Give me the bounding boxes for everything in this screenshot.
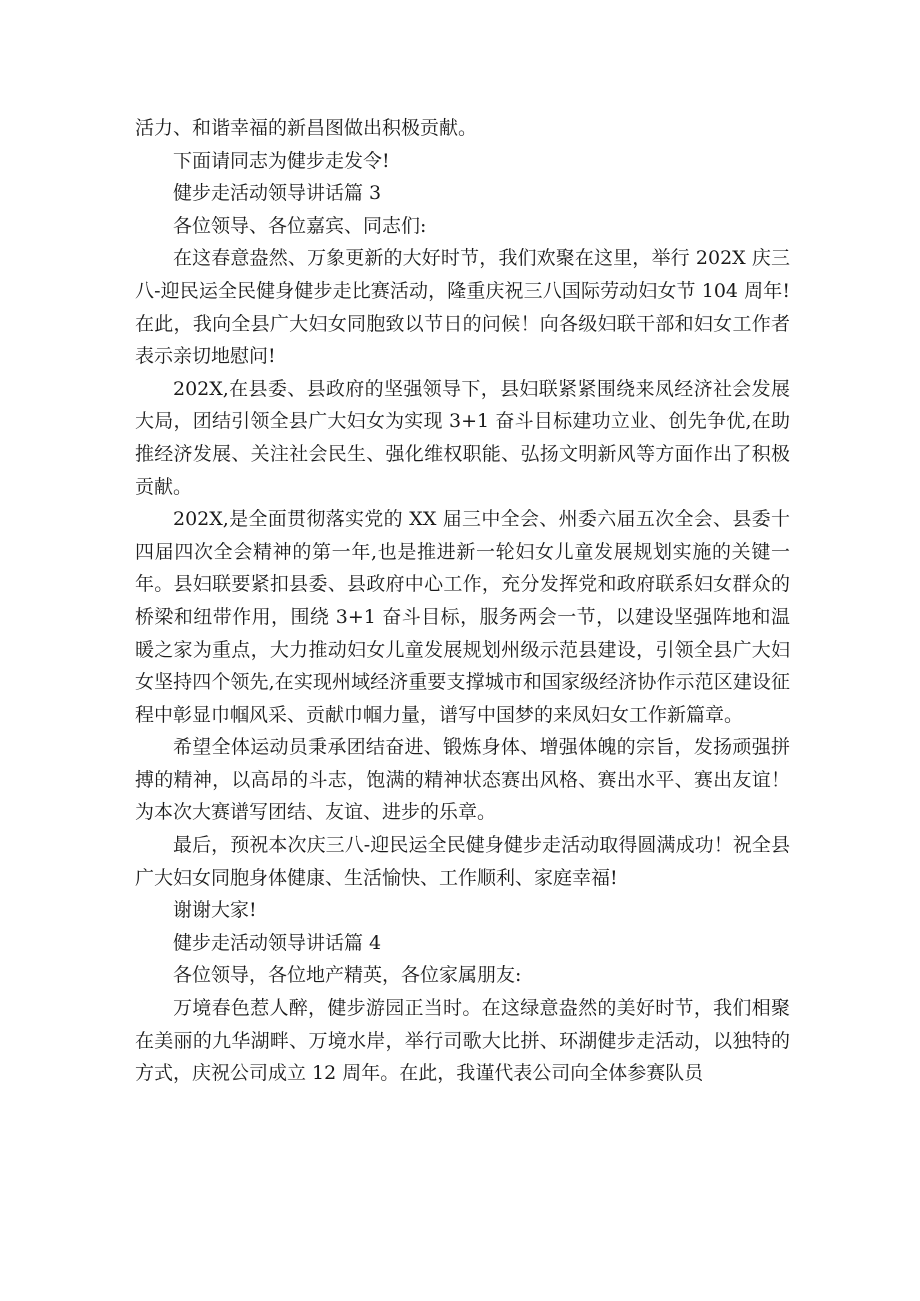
paragraph-13: 万境春色惹人醉，健步游园正当时。在这绿意盎然的美好时节，我们相聚在美丽的九华湖畔、万境水岸，举行司歌大比拼、环湖健步走活动，以独特的方式，庆祝公司成立 12 周年。在此，我谨代表公司向全体参赛队员 — [135, 997, 790, 1085]
closing-thanks: 谢谢大家! — [173, 899, 257, 922]
salutation-4: 各位领导，各位地产精英，各位家属朋友: — [173, 964, 522, 987]
paragraph-5: 在这春意盎然、万象更新的大好时节，我们欢聚在这里，举行 202X 庆三八-迎民运全民健身健步走比赛活动，隆重庆祝三八国际劳动妇女节 104 周年!在此，我向全县广大妇女同胞致以节日的问候！向各级妇联干部和妇女工作者表示亲切地慰问! — [135, 247, 790, 368]
section-heading-3: 健步走活动领导讲话篇 3 — [173, 182, 382, 205]
paragraph-9: 最后，预祝本次庆三八-迎民运全民健身健步走活动取得圆满成功！祝全县广大妇女同胞身体健康、生活愉快、工作顺利、家庭幸福! — [135, 834, 790, 889]
paragraph-8: 希望全体运动员秉承团结奋进、锻炼身体、增强体魄的宗旨，发扬顽强拼搏的精神，以高昂的斗志，饱满的精神状态赛出风格、赛出水平、赛出友谊！为本次大赛谱写团结、友谊、进步的乐章。 — [135, 736, 790, 824]
document-body — [135, 112, 790, 1090]
salutation-3: 各位领导、各位嘉宾、同志们: — [173, 214, 427, 237]
paragraph-7: 202X,是全面贯彻落实党的 XX 届三中全会、州委六届五次全会、县委十四届四次全会精神的第一年,也是推进新一轮妇女儿童发展规划实施的关键一年。县妇联要紧扣县委、县政府中心工作，充分发挥党和政府联系妇女群众的桥梁和纽带作用，围绕 3+1 奋斗目标，服务两会一节，以建设坚强阵地和温暖之家为重点，大力推动妇女儿童发展规划州级示范县建设，引领全县广大妇女坚持四个领先,在实现州域经济重要支撑城市和国家级经济协作示范区建设征程中彰显巾帼风采、贡献巾帼力量，谱写中国梦的来凤妇女工作新篇章。 — [135, 508, 790, 726]
section-heading-4: 健步走活动领导讲话篇 4 — [173, 931, 382, 954]
paragraph-6: 202X,在县委、县政府的坚强领导下，县妇联紧紧围绕来凤经济社会发展大局，团结引领全县广大妇女为实现 3+1 奋斗目标建功立业、创先争优,在助推经济发展、关注社会民生、强化维权职能、弘扬文明新风等方面作出了积极贡献。 — [135, 377, 790, 498]
paragraph-1: 活力、和谐幸福的新昌图做出积极贡献。 — [135, 117, 478, 139]
paragraph-2: 下面请同志为健步走发令! — [173, 149, 390, 172]
